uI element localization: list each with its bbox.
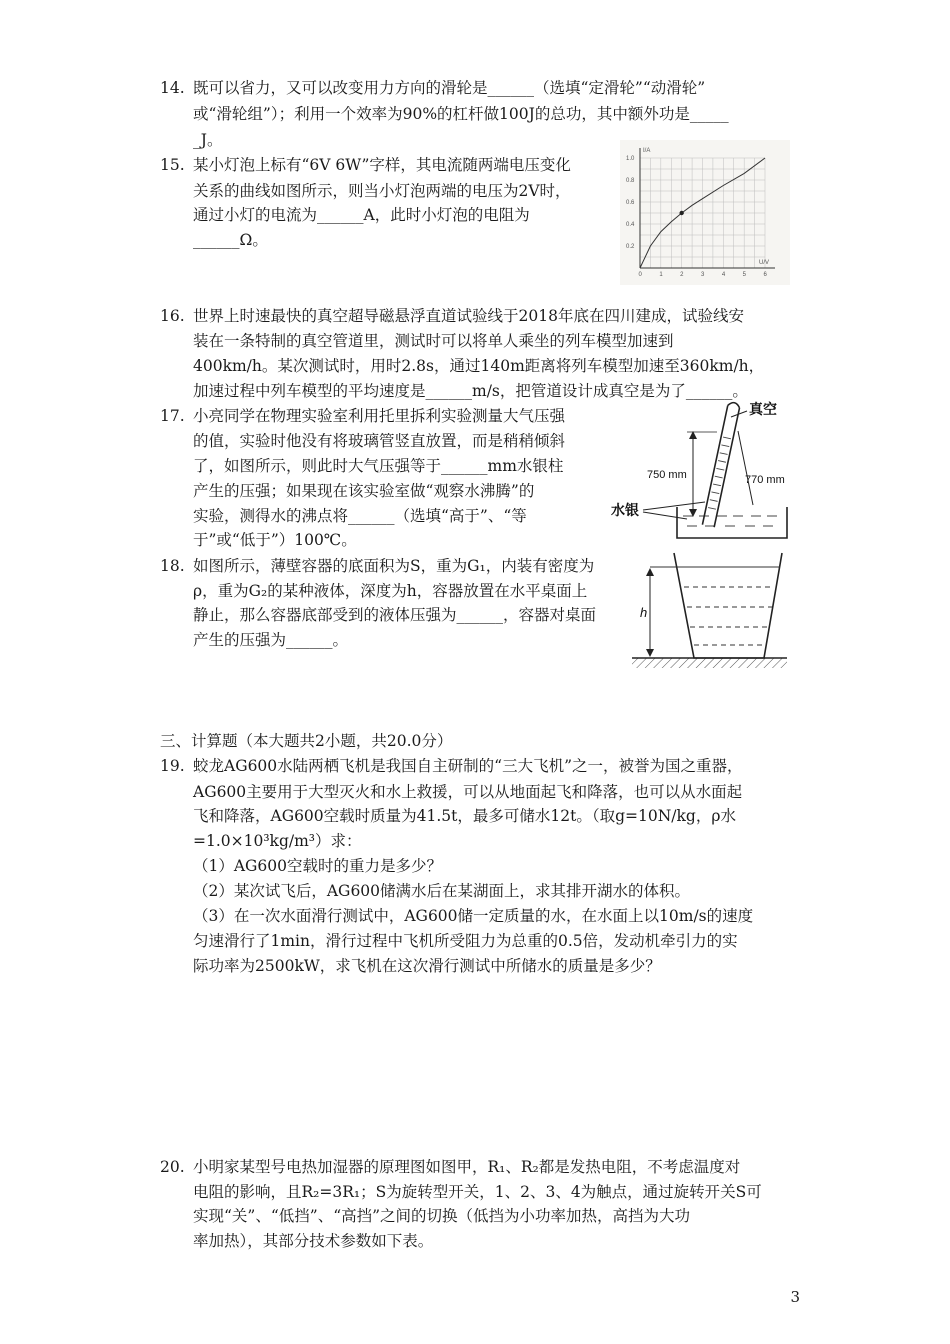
q18-line-2: ρ，重为G₂的某种液体，深度为h，容器放置在水平桌面上 bbox=[193, 582, 588, 600]
q16-line-3: 400km/h。某次测试时，用时2.8s，通过140m距离将列车模型加速至360km/h， bbox=[193, 357, 765, 375]
q16-line-4: 加速过程中列车模型的平均速度是______m/s，把管道设计成真空是为了______。 bbox=[193, 382, 748, 400]
mercury-pointer-2 bbox=[643, 512, 687, 519]
q20-line-2: 电阻的影响，且R₂=3R₁；S为旋转型开关，1、2、3、4为触点，通过旋转开关S可 bbox=[193, 1183, 762, 1201]
x-tick-label: 3 bbox=[701, 272, 705, 278]
q18-number: 18. bbox=[160, 557, 185, 575]
x-tick-label: 2 bbox=[680, 272, 684, 278]
q17-line-4: 产生的压强；如果现在该实验室做“观察水沸腾”的 bbox=[193, 482, 535, 500]
q15-line-3: 通过小灯的电流为______A，此时小灯泡的电阻为 bbox=[193, 206, 530, 224]
x-tick-label: 6 bbox=[763, 272, 767, 278]
q18-line-3: 静止，那么容器底部受到的液体压强为______，容器对桌面 bbox=[193, 606, 597, 624]
q17-line-1: 小亮同学在物理实验室利用托里拆利实验测量大气压强 bbox=[193, 407, 566, 425]
q20-line-4: 率加热），其部分技术参数如下表。 bbox=[193, 1232, 434, 1250]
mercury-pointer-1 bbox=[643, 502, 705, 510]
y-tick-label: 1.0 bbox=[626, 156, 635, 162]
x-tick-label: 5 bbox=[742, 272, 747, 278]
iv-curve-chart bbox=[620, 140, 790, 285]
container-figure bbox=[632, 545, 792, 670]
q15-number: 15. bbox=[160, 156, 185, 174]
q19-line-1: 蛟龙AG600水陆两栖飞机是我国自主研制的“三大飞机”之一，被誉为国之重器， bbox=[193, 757, 743, 775]
glass-tube bbox=[702, 401, 740, 527]
q16-number: 16. bbox=[160, 307, 185, 325]
y-tick-label: 0.2 bbox=[626, 244, 635, 250]
q15-line-4: ______Ω。 bbox=[193, 231, 268, 249]
mercury-label: 水银 bbox=[611, 502, 639, 518]
q14-line-1: 既可以省力，又可以改变用力方向的滑轮是______（选填“定滑轮”“动滑轮” bbox=[193, 79, 706, 97]
q19-sub-3-cont: 匀速滑行了1min，滑行过程中飞机所受阻力为总重的0.5倍，发动机牵引力的实 bbox=[193, 932, 738, 950]
y-tick-label: 0.8 bbox=[626, 178, 635, 184]
q19-sub-2: （2）某次试飞后，AG600储满水后在某湖面上，求其排开湖水的体积。 bbox=[193, 882, 691, 900]
length-770-label: 770 mm bbox=[745, 474, 785, 486]
depth-arrow-bottom bbox=[646, 649, 654, 657]
q19-line-2: AG600主要用于大型灭火和水上救援，可以从地面起飞和降落，也可以从水面起 bbox=[193, 783, 743, 801]
q14-line-3: _J。 bbox=[193, 131, 223, 149]
table-surface bbox=[632, 658, 787, 668]
depth-label: h bbox=[640, 605, 648, 620]
q19-number: 19. bbox=[160, 757, 185, 775]
q19-sub-3: （3）在一次水面滑行测试中，AG600储一定质量的水，在水面上以10m/s的速度 bbox=[193, 907, 754, 925]
vacuum-label: 真空 bbox=[749, 401, 777, 417]
x-axis-label: U/V bbox=[759, 260, 770, 266]
dim-770-line bbox=[738, 431, 753, 505]
depth-arrow-top bbox=[646, 568, 654, 576]
q14-line-2: 或“滑轮组”）；利用一个效率为90%的杠杆做100J的总功，其中额外功是_____ bbox=[193, 105, 729, 123]
q17-line-2: 的值，实验时他没有将玻璃管竖直放置，而是稍稍倾斜 bbox=[193, 432, 566, 450]
q19-sub-3-cont-2: 际功率为2500kW，求飞机在这次滑行测试中所储水的质量是多少？ bbox=[193, 957, 661, 975]
q20-number: 20. bbox=[160, 1158, 185, 1176]
q18-line-4: 产生的压强为______。 bbox=[193, 631, 349, 649]
section3-heading: 三、计算题（本大题共2小题，共20.0分） bbox=[160, 732, 453, 750]
container-walls bbox=[674, 553, 782, 658]
y-axis-label: I/A bbox=[643, 148, 651, 154]
q19-line-4: =1.0×10³kg/m³）求： bbox=[193, 832, 362, 850]
q14-number: 14. bbox=[160, 79, 185, 97]
q15-line-2: 关系的曲线如图所示，则当小灯泡两端的电压为2V时， bbox=[193, 182, 571, 200]
q15-line-1: 某小灯泡上标有“6V 6W”字样，其电流随两端电压变化 bbox=[193, 156, 571, 174]
page-number: 3 bbox=[790, 1288, 800, 1306]
mercury-surface-lines bbox=[683, 516, 777, 526]
x-tick-label: 0 bbox=[638, 272, 642, 278]
q20-line-1: 小明家某型号电热加湿器的原理图如图甲，R₁、R₂都是发热电阻，不考虑温度对 bbox=[193, 1158, 741, 1176]
q17-line-6: 于”或“低于”）100℃。 bbox=[193, 531, 357, 549]
x-tick-label: 4 bbox=[721, 272, 726, 278]
torricelli-figure bbox=[605, 395, 795, 550]
q20-line-3: 实现“关”、“低挡”、“高挡”之间的切换（低挡为小功率加热，高挡为大功 bbox=[193, 1207, 691, 1225]
q18-line-1: 如图所示，薄壁容器的底面积为S，重为G₁，内装有密度为 bbox=[193, 557, 595, 575]
q17-number: 17. bbox=[160, 407, 185, 425]
q17-line-5: 实验，测得水的沸点将______（选填“高于”、“等 bbox=[193, 507, 527, 525]
y-tick-label: 0.4 bbox=[626, 222, 635, 228]
q16-line-1: 世界上时速最快的真空超导磁悬浮直道试验线于2018年底在四川建成，试验线安 bbox=[193, 307, 744, 325]
q16-line-2: 装在一条特制的真空管道里，测试时可以将单人乘坐的列车模型加速到 bbox=[193, 332, 674, 350]
y-tick-label: 0.6 bbox=[626, 200, 635, 206]
q19-sub-1: （1）AG600空载时的重力是多少？ bbox=[193, 857, 443, 875]
marked-point bbox=[679, 211, 683, 215]
q17-line-3: 了，如图所示，则此时大气压强等于______mm水银柱 bbox=[193, 457, 564, 475]
liquid-lines bbox=[684, 587, 774, 645]
height-750-label: 750 mm bbox=[647, 469, 687, 481]
x-tick-label: 1 bbox=[659, 272, 663, 278]
q19-line-3: 飞和降落，AG600空载时质量为41.5t，最多可储水12t。（取g=10N/kg，ρ水 bbox=[193, 807, 736, 825]
